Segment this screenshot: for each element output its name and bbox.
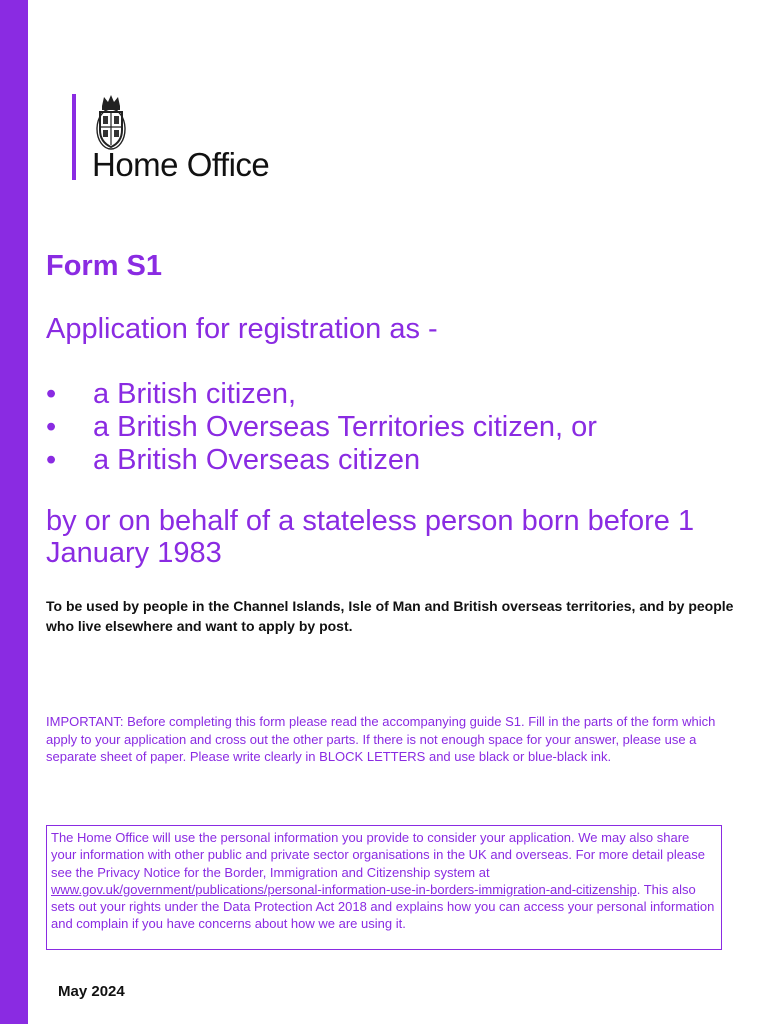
privacy-notice-link[interactable]: www.gov.uk/government/publications/personal-information-use-in-borders-immigration-and-citizenship	[51, 881, 637, 897]
home-office-logo	[72, 92, 332, 184]
list-item-text: a British Overseas citizen	[93, 444, 421, 476]
publication-date: May 2024	[58, 983, 125, 1000]
list-item	[46, 411, 597, 444]
usage-note: To be used by people in the Channel Islands, Isle of Man and British overseas territories, and by people who live elsewhere and want to apply by post.	[46, 598, 734, 634]
bullet-icon: •	[46, 444, 57, 476]
list-item-text: a British Overseas Territories citizen, or	[93, 411, 597, 443]
form-subtitle: by or on behalf of a stateless person born before 1 January 1983	[46, 505, 695, 569]
bullet-icon: •	[46, 378, 57, 410]
privacy-text-rights: . This also sets out your rights under the Data Protection Act 2018 and explains how you can access your personal information and complain if you have concerns about how we are using it.	[51, 881, 715, 932]
bullet-icon: •	[46, 411, 57, 443]
royal-crest-icon	[90, 92, 132, 150]
left-accent-bar	[0, 0, 28, 1024]
logo-text: Home Office	[92, 146, 270, 183]
important-notice: IMPORTANT: Before completing this form please read the accompanying guide S1. Fill in the parts of the form which apply to your application and cross out the other parts. If there is not enough space for your answer, please use a separate sheet of paper. Please write clearly in BLOCK LETTERS and use black or blue-black ink.	[46, 714, 716, 764]
list-item	[46, 444, 597, 477]
privacy-notice-box	[46, 825, 722, 950]
list-item	[46, 378, 597, 411]
privacy-text-intro: The Home Office will use the personal information you provide to consider your application. We may also share your information with other public and private sector organisations in the UK and overseas. For more detail please see the Privacy Notice for the Border, Immigration and Citizenship system at	[51, 830, 705, 880]
logo-divider	[72, 94, 76, 180]
citizenship-options-list	[46, 378, 597, 477]
form-title: Form S1	[46, 250, 163, 282]
list-item-text: a British citizen,	[93, 378, 297, 410]
application-title: Application for registration as -	[46, 313, 438, 345]
